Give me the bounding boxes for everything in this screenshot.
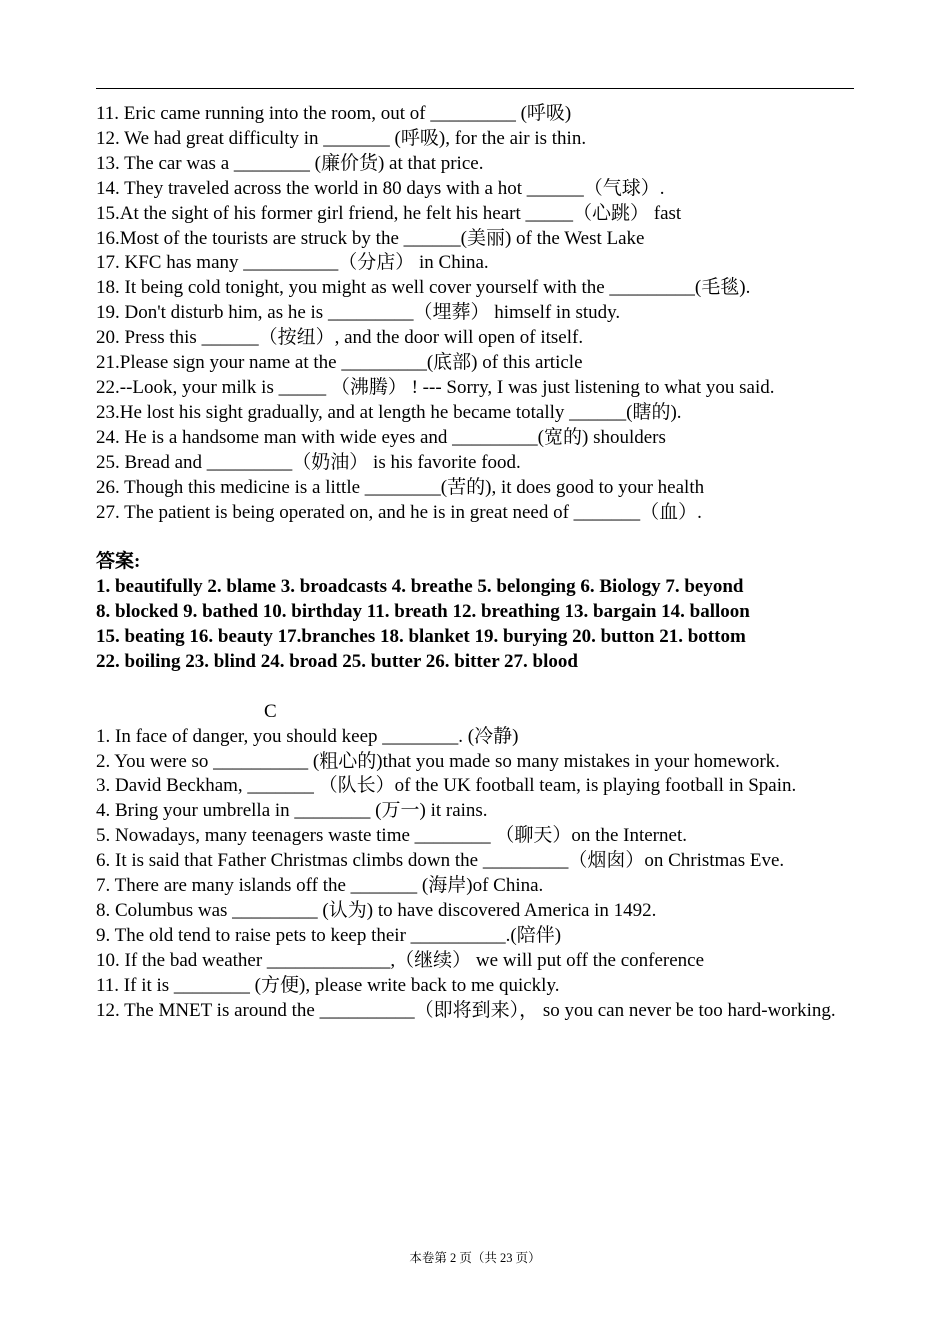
question-item: 10. If the bad weather _____________,（继续） we will put off the conference xyxy=(96,949,705,971)
answer-line: 15. beating 16. beauty 17.branches 18. blanket 19. burying 20. button 21. bottom xyxy=(96,626,746,648)
answer-list xyxy=(96,575,854,675)
question-item: 3. David Beckham, _______ （队长）of the UK football team, is playing football in Spain. xyxy=(96,775,797,797)
spacer xyxy=(96,525,854,550)
question-item: 12. We had great difficulty in _______ (呼吸), for the air is thin. xyxy=(96,127,587,149)
question-item: 12. The MNET is around the __________（即将到来）， so you can never be too hard-working. xyxy=(96,999,836,1021)
question-item: 11. If it is ________ (方便), please write back to me quickly. xyxy=(96,974,560,996)
question-item: 6. It is said that Father Christmas climbs down the _________（烟囱）on Christmas Eve. xyxy=(96,850,785,872)
question-item: 24. He is a handsome man with wide eyes and _________(宽的) shoulders xyxy=(96,426,666,448)
answer-line: 1. beautifully 2. blame 3. broadcasts 4. breathe 5. belonging 6. Biology 7. beyond xyxy=(96,576,744,598)
question-item: 17. KFC has many __________（分店） in China. xyxy=(96,252,489,274)
question-list-1 xyxy=(96,102,854,525)
question-item: 5. Nowadays, many teenagers waste time ________ （聊天）on the Internet. xyxy=(96,825,687,847)
page-footer: 本卷第 2 页（共 23 页） xyxy=(409,1251,541,1265)
question-item: 1. In face of danger, you should keep ________. (冷静) xyxy=(96,725,519,747)
question-item: 7. There are many islands off the _______ (海岸)of China. xyxy=(96,875,544,897)
question-item: 23.He lost his sight gradually, and at length he became totally ______(瞎的). xyxy=(96,401,682,423)
question-item: 16.Most of the tourists are struck by the ______(美丽) of the West Lake xyxy=(96,227,645,249)
question-item: 18. It being cold tonight, you might as well cover yourself with the _________(毛毯). xyxy=(96,277,751,299)
question-list-2 xyxy=(96,725,854,1024)
question-item: 2. You were so __________ (粗心的)that you made so many mistakes in your homework. xyxy=(96,750,780,772)
answer-line: 22. boiling 23. blind 24. broad 25. butter 26. bitter 27. blood xyxy=(96,650,578,672)
header-rule xyxy=(96,88,854,89)
answers-heading: 答案: xyxy=(96,551,141,573)
question-item: 22.--Look, your milk is _____ （沸腾） ! --- Sorry, I was just listening to what you said. xyxy=(96,376,775,398)
question-item: 25. Bread and _________（奶油） is his favorite food. xyxy=(96,451,521,473)
question-item: 9. The old tend to raise pets to keep their __________.(陪伴) xyxy=(96,924,562,946)
question-item: 8. Columbus was _________ (认为) to have discovered America in 1492. xyxy=(96,899,657,921)
section-c-label: C xyxy=(264,700,277,722)
question-item: 27. The patient is being operated on, and he is in great need of _______（血）. xyxy=(96,501,702,523)
question-item: 26. Though this medicine is a little ________(苦的), it does good to your health xyxy=(96,476,705,498)
question-item: 21.Please sign your name at the _________(底部) of this article xyxy=(96,352,583,374)
answer-line: 8. blocked 9. bathed 10. birthday 11. breath 12. breathing 13. bargain 14. balloon xyxy=(96,601,750,623)
page-content xyxy=(96,102,854,1024)
question-item: 14. They traveled across the world in 80 days with a hot ______（气球）. xyxy=(96,177,665,199)
question-item: 15.At the sight of his former girl friend, he felt his heart _____（心跳） fast xyxy=(96,202,682,224)
question-item: 20. Press this ______（按纽）, and the door will open of itself. xyxy=(96,327,584,349)
spacer xyxy=(96,675,854,700)
question-item: 11. Eric came running into the room, out of _________ (呼吸) xyxy=(96,103,572,124)
question-item: 13. The car was a ________ (廉价货) at that price. xyxy=(96,152,484,174)
question-item: 19. Don't disturb him, as he is _________（埋葬） himself in study. xyxy=(96,302,621,324)
question-item: 4. Bring your umbrella in ________ (万一) it rains. xyxy=(96,800,488,822)
